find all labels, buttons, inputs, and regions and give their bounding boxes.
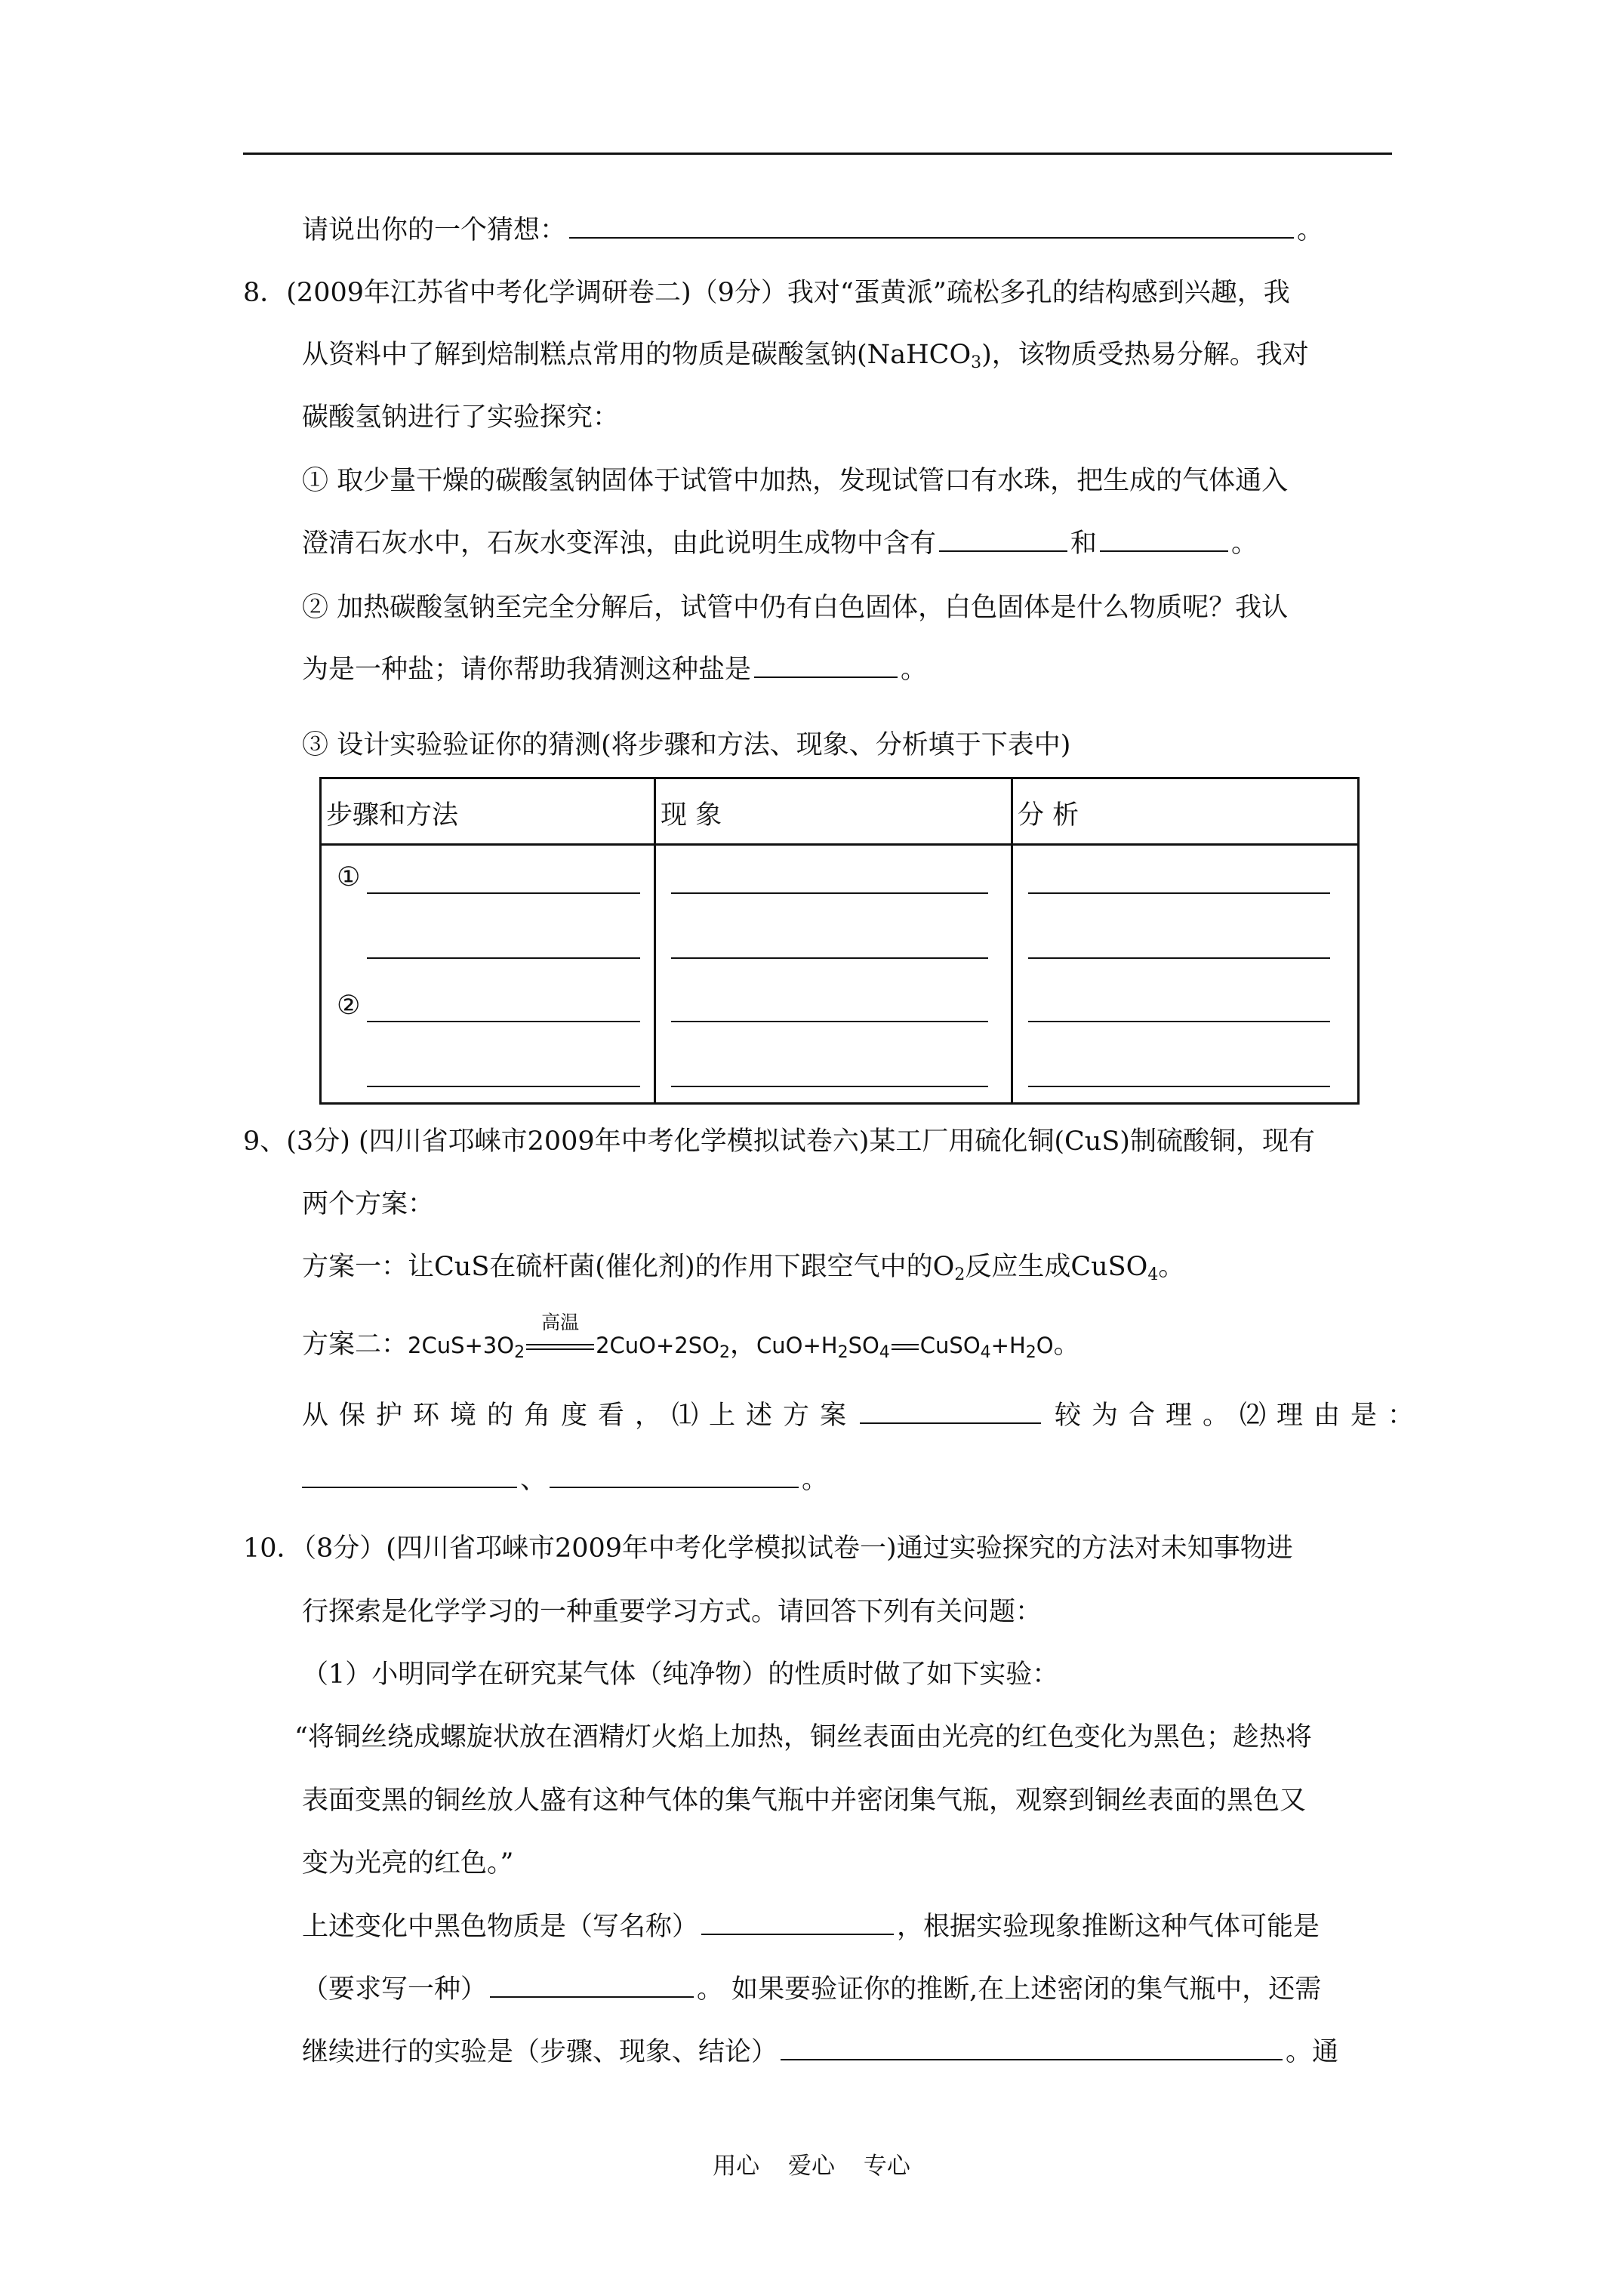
analysis-blank[interactable] bbox=[1028, 892, 1330, 894]
q10-q3: 继续进行的实验是（步骤、现象、结论） 。通 bbox=[302, 2033, 1338, 2071]
step-blank[interactable] bbox=[367, 1086, 640, 1087]
q8-item1-line1: ① 取少量干燥的碳酸氢钠固体于试管中加热，发现试管口有水珠，把生成的气体通入 bbox=[302, 466, 1289, 496]
product-blank-1[interactable] bbox=[939, 526, 1067, 552]
guess-blank[interactable] bbox=[569, 213, 1294, 239]
q10-quote1: “将铜丝绕成螺旋状放在酒精灯火焰上加热，铜丝表面由光亮的红色变化为黑色；趁热将 bbox=[294, 1722, 1312, 1752]
q10-quote3: 变为光亮的红色。” bbox=[302, 1848, 514, 1878]
table-header-steps: 步骤和方法 bbox=[321, 778, 655, 845]
salt-blank[interactable] bbox=[754, 652, 898, 678]
equation-2: $CuO+H_2SO_4$ $CuSO_4+H_2O$ bbox=[756, 1333, 1054, 1362]
step-blank[interactable] bbox=[367, 1021, 640, 1022]
q10-line2: 行探索是化学学习的一种重要学习方式。请回答下列有关问题： bbox=[302, 1597, 1042, 1627]
q8-item3: ③ 设计实验验证你的猜测(将步骤和方法、现象、分析填于下表中) bbox=[302, 730, 1071, 760]
step-blank[interactable] bbox=[367, 892, 640, 894]
experiment-table bbox=[319, 777, 1360, 1105]
q9-plan2: 方案二：$2CuS+3O_2$ 高温 $2CuO+2SO_2$，$CuO+H_2SO_4$ $CuSO_4+H_2O$。 bbox=[302, 1326, 1080, 1364]
table-header-phenomenon: 现 象 bbox=[655, 778, 1012, 845]
q10-line1: 10．（8分）(四川省邛崃市2009年中考化学模拟试卷一)通过实验探究的方法对未知事物进 bbox=[243, 1533, 1293, 1564]
phenomenon-blank[interactable] bbox=[671, 1021, 988, 1022]
step-marker-2: ② bbox=[337, 991, 361, 1021]
experiment-blank[interactable] bbox=[781, 2035, 1283, 2060]
analysis-blank[interactable] bbox=[1028, 957, 1330, 959]
q8-item1-line2: 澄清石灰水中，石灰水变浑浊，由此说明生成物中含有 和 。 bbox=[302, 525, 1258, 562]
q9-line2: 两个方案： bbox=[302, 1189, 435, 1219]
q10-sub1: （1）小明同学在研究某气体（纯净物）的性质时做了如下实验： bbox=[302, 1660, 1059, 1690]
q8-line1: 8．(2009年江苏省中考化学调研卷二)（9分）我对“蛋黄派”疏松多孔的结构感到兴趣，我 bbox=[243, 278, 1290, 308]
header-rule bbox=[243, 153, 1392, 155]
q8-line2: 从资料中了解到焙制糕点常用的物质是碳酸氢钠(NaHCO$_3$)，该物质受热易分解。我对 bbox=[302, 340, 1309, 372]
plan-choice-blank[interactable] bbox=[860, 1398, 1041, 1424]
analysis-blank[interactable] bbox=[1028, 1021, 1330, 1022]
reason-blank-1[interactable] bbox=[302, 1462, 517, 1488]
q8-line3: 碳酸氢钠进行了实验探究： bbox=[302, 402, 620, 433]
q8-item2-line1: ② 加热碳酸氢钠至完全分解后，试管中仍有白色固体，白色固体是什么物质呢？我认 bbox=[302, 593, 1289, 623]
q9-question-line: 从保护环境的角度看，⑴上述方案 较为合理。⑵理由是： bbox=[302, 1397, 1424, 1435]
q10-q1: 上述变化中黑色物质是（写名称） ，根据实验现象推断这种气体可能是 bbox=[302, 1908, 1320, 1946]
equation-1: $2CuS+3O_2$ 高温 $2CuO+2SO_2$ bbox=[408, 1333, 730, 1358]
q10-quote2: 表面变黑的铜丝放人盛有这种气体的集气瓶中并密闭集气瓶，观察到铜丝表面的黑色又 bbox=[302, 1786, 1307, 1816]
guess-prompt: 请说出你的一个猜想： bbox=[302, 215, 567, 245]
analysis-blank[interactable] bbox=[1028, 1086, 1330, 1087]
condition-arrow: 高温 bbox=[525, 1327, 596, 1364]
product-blank-2[interactable] bbox=[1100, 526, 1228, 552]
reason-blank-2[interactable] bbox=[550, 1462, 799, 1488]
table-cell-steps bbox=[321, 845, 655, 1104]
q9-line1: 9、(3分) (四川省邛崃市2009年中考化学模拟试卷六)某工厂用硫化铜(CuS)制硫酸铜，现有 bbox=[243, 1126, 1315, 1157]
phenomenon-blank[interactable] bbox=[671, 1086, 988, 1087]
table-cell-analysis bbox=[1012, 845, 1359, 1104]
step-blank[interactable] bbox=[367, 957, 640, 959]
table-cell-phenomenon bbox=[655, 845, 1012, 1104]
q8-item2-line2: 为是一种盐；请你帮助我猜测这种盐是 。 bbox=[302, 651, 927, 689]
q9-reason-line: 、 。 bbox=[302, 1461, 828, 1499]
table-header-analysis: 分 析 bbox=[1012, 778, 1359, 845]
page-footer: 用心 爱心 专心 bbox=[713, 2153, 910, 2180]
phenomenon-blank[interactable] bbox=[671, 957, 988, 959]
gas-blank[interactable] bbox=[490, 1972, 694, 1998]
q9-plan1: 方案一：让CuS在硫杆菌(催化剂)的作用下跟空气中的$O_2$反应生成CuSO$_4$。 bbox=[302, 1252, 1185, 1284]
guess-prompt-line: 请说出你的一个猜想： 。 bbox=[302, 211, 1323, 249]
step-marker-1: ① bbox=[337, 862, 361, 892]
q10-q2: （要求写一种） 。 如果要验证你的推断,在上述密闭的集气瓶中，还需 bbox=[302, 1971, 1321, 2008]
phenomenon-blank[interactable] bbox=[671, 892, 988, 894]
black-substance-blank[interactable] bbox=[701, 1909, 894, 1935]
